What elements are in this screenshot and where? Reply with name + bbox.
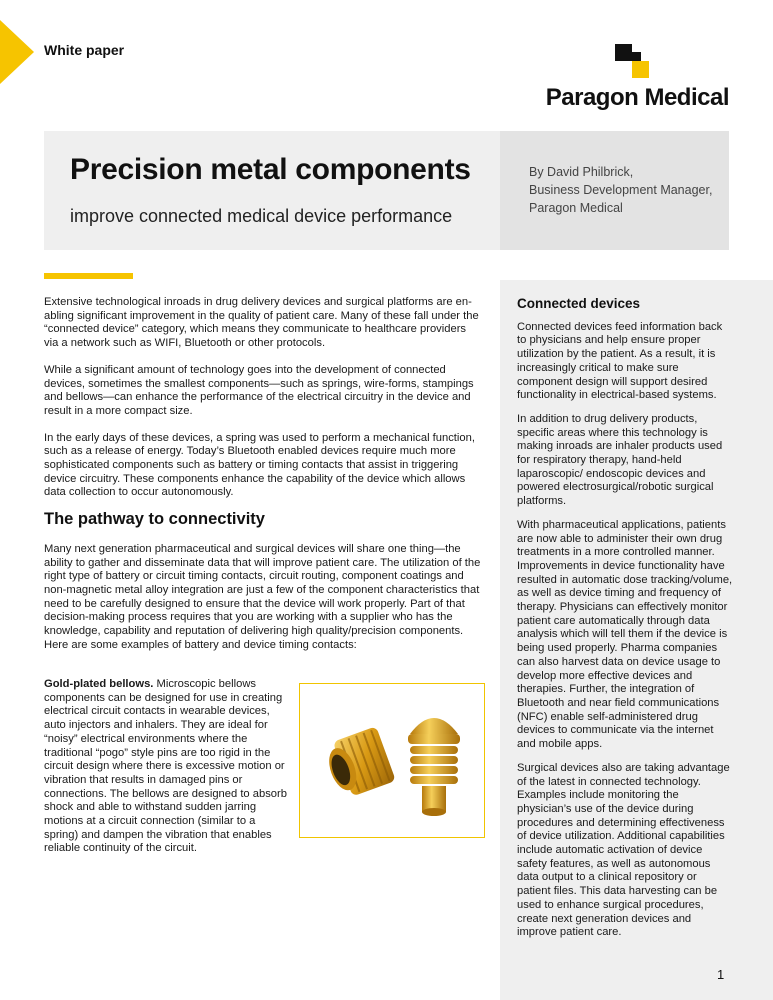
section-paragraph: Many next generation pharmaceutical and surgical devices will share one thing—the ability to gather and disseminate data that will improve patient care. The utilization of the right type of battery or circuit timing contacts, circuit routing, component coatings and non-magnetic metal alloy integration are just a few of the component characteristics that need to be carefully designed to ensure that the device will work properly. Part of that decision-making process requires that you are working with a supplier who has the knowledge, capability and reputation of delivering high quality/precision components. Here are some examples of battery and device timing contacts:: [44, 542, 481, 651]
bellows-right: [408, 718, 460, 816]
byline-block: [500, 131, 729, 250]
sidebar-content: [517, 297, 733, 950]
sidebar-paragraph-1: Connected devices feed information back to physicians and help ensure proper utilization by the patient. As a result, it is increasingly critical to make sure component design will support desired functionality in electrical-based systems.: [517, 320, 723, 402]
intro-paragraph-1: Extensive technological inroads in drug delivery devices and surgical platforms are enabling significant improvement in the quality of patient care. Many of these fall under the “connected device” category, which means they communicate to healthcare providers via a network such as WIFI, Bluetooth or other protocols.: [44, 296, 479, 350]
intro-paragraph-2: While a significant amount of technology goes into the development of connected devices, sometimes the smallest components—such as springs, wire-forms, stampings and bellows—can enhance the performance of the electrical circuitry in the device and result in a more compact size.: [44, 363, 474, 417]
sidebar-paragraph-4: Surgical devices also are taking advantage of the latest in connected technology. Examples include monitoring the physician’s use of the device during procedures and determining effectiveness of device utilization. Additional capabilities include automatic activation of device safety features, as well as autonomous data output to a clinical repository or patient files. This data harvesting can be used to enhance surgical procedures, create next generation devices and improve patient care.: [517, 761, 730, 939]
yellow-corner-tab: [0, 20, 34, 84]
section-heading: The pathway to connectivity: [44, 510, 265, 529]
sidebar-heading: Connected devices: [517, 296, 641, 311]
byline-company: Paragon Medical: [529, 201, 623, 215]
gold-bellows-photo: [299, 683, 485, 838]
hero-title-block: [44, 131, 500, 250]
page-number: 1: [717, 967, 725, 982]
feature-lead: Gold-plated bellows.: [44, 678, 154, 690]
accent-divider: [44, 273, 133, 279]
sidebar-paragraph-3: With pharmaceutical applications, patients are now able to administer their own drug treatments in a more controlled manner. Improvements in device functionality have resulted in automatic dose tracking/volume, as well as device timing and frequency of therapy. Physicians can effectively monitor patient care automatically through data analysis which will tell them if the device is being used properly. Pharma companies can also harvest data on device usage to develop more effective devices and therapies. Further, the integration of Bluetooth and near field communications (NFC) enable self-administered drug devices to communicate via the internet and mobile apps.: [517, 518, 733, 751]
intro-paragraph-3: In the early days of these devices, a spring was used to perform a mechanical function, such as a release of energy. Today’s Bluetooth enabled devices require much more sophisticated components such as battery or timing contacts that assist in triggering device circuitry. These components enhance the capability of the device which allows data collection to occur autonomously.: [44, 431, 475, 499]
logo-wordmark: Paragon Medical: [545, 84, 729, 111]
byline-author: By David Philbrick,: [529, 165, 634, 179]
gold-bellows-image: [300, 684, 486, 839]
byline-role: Business Development Manager,: [529, 183, 713, 197]
logo-mark-icon: [615, 44, 649, 78]
page-title: Precision metal components: [70, 153, 471, 186]
bellows-left: [322, 726, 396, 800]
document-type-label: White paper: [44, 42, 125, 58]
feature-text: Microscopic bellows components can be designed for use in creating electrical circuit contacts in wearable devices, auto injectors and inhalers. They are ideal for “noisy” electrical environments where the traditional “pogo” style pins are too rigid in the circuit design where there is excessive motion or vibration that results in damaged pins or connections. The bellows are designed to absorb shock and able to withstand sudden jarring motions at a circuit connection (similar to a spring) and dampen the vibration that enables reliable continuity of the circuit.: [44, 678, 287, 855]
author-byline: [529, 163, 712, 217]
sidebar-panel: [500, 280, 773, 1000]
main-column: [44, 296, 482, 665]
sidebar-paragraph-2: In addition to drug delivery products, specific areas where this technology is making inroads are inhaler products used for respiratory therapy, hand-held laparoscopic/ endoscopic devices and powered electrosurgical/robotic surgical platforms.: [517, 412, 723, 508]
page-subtitle: improve connected medical device performance: [70, 206, 453, 226]
feature-paragraph: [44, 678, 287, 856]
